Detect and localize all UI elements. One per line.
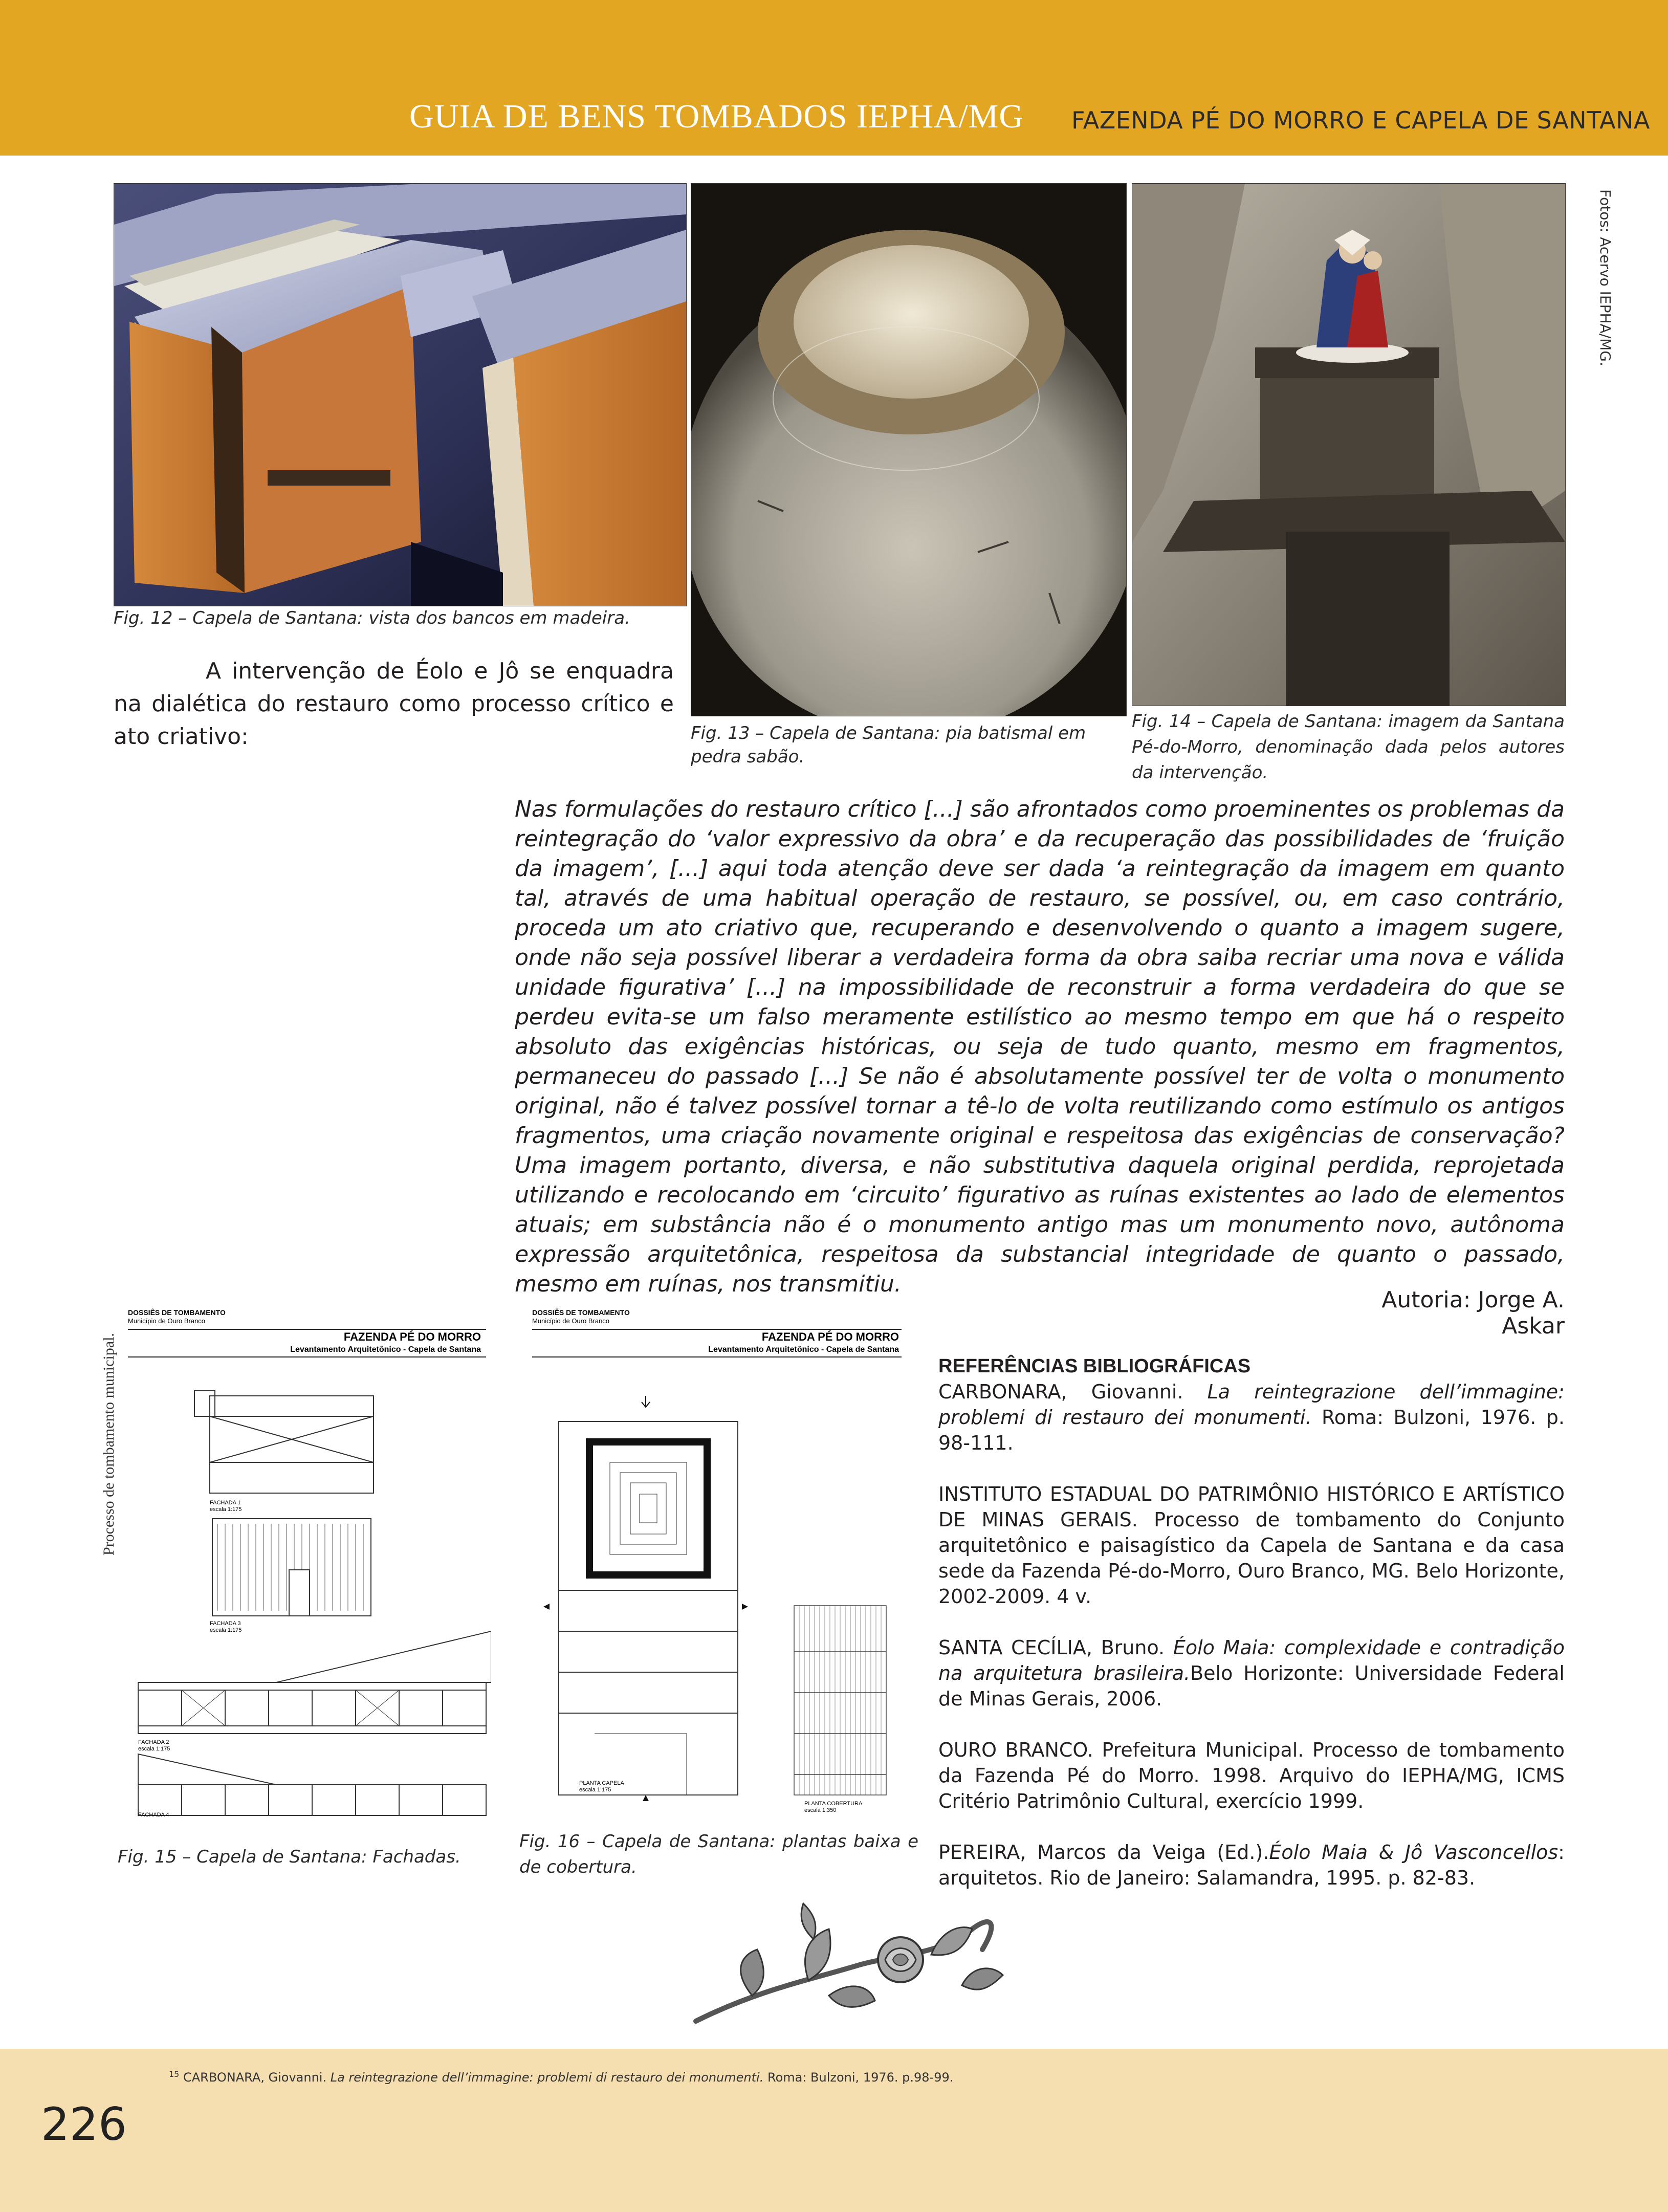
- planta-capela-scale: escala 1:175: [579, 1787, 611, 1793]
- fig15-caption: Fig. 15 – Capela de Santana: Fachadas.: [118, 1847, 461, 1867]
- footnote: $^{15}$ CARBONARA, Giovanni. La reintegrazione dell’immagine: problemi di restauro dei monumenti. Roma: Bulzoni, 1976. p.98-99.: [169, 2069, 954, 2085]
- section-marker-bottom-icon: [643, 1795, 649, 1801]
- fachada-2-scale: escala 1:175: [138, 1746, 170, 1752]
- planta-capela-label: PLANTA CAPELA: [579, 1780, 624, 1786]
- block-quote: Nas formulações do restauro crítico [...] são afrontados como proeminentes os problemas da reintegração do ‘valor expressivo da obra’ e da recuperação das possibilidades de ‘fruição da imagem’, [...] aqui toda atenção deve ser dada ‘a reintegração da imagem em quanto tal, através de uma habitual operação de restauro, se possível, ou, em caso contrário, proceda um ato criativo que, recuperando e desenvolvendo o quanto a imagem sugere, onde não seja possível liberar a verdadeira forma da obra saiba recriar uma nova e válida unidade figurativa’ [...] na impossibilidade de reconstruir a forma verdadeira do que se perdeu evita-se um falso meramente estilístico ao mesmo tempo em que há o respeito absoluto das exigências históricas, ou seja de tudo quanto, mesmo em fragmentos, permaneceu do passado [...] Se não é absolutamente possível ter de volta o monumento original, não é talvez possível tornar a tê-lo de volta reutilizando como estímulo os antigos fragmentos, uma criação novamente original e respeitosa das exigências de conservação? Uma imagem portanto, diversa, e não substitutiva daquela original perdida, reprojetada utilizando e recolocando em ‘circuito’ figurativo as ruínas existentes ao lado de elementos atuais; em substância não é o monumento antigo mas um monumento novo, autônoma expressão arquitetônica, respeitosa da substancial integridade de quanto o passado, mesmo em ruínas, nos transmitiu.: [515, 796, 1565, 1297]
- fig13-caption: Fig. 13 – Capela de Santana: pia batismal em pedra sabão.: [691, 723, 1086, 767]
- dossie-top-label-2: DOSSIÊS DE TOMBAMENTO: [532, 1308, 630, 1317]
- dossie-survey: Levantamento Arquitetônico - Capela de Santana: [290, 1345, 481, 1354]
- intro-paragraph: A intervenção de Éolo e Jô se enquadra na dialética do restauro como processo crítico e ato criativo:: [114, 658, 674, 750]
- side-note: [95, 1310, 121, 1556]
- fachada-2-elevation: [138, 1631, 491, 1734]
- planta-cobertura-plan: [794, 1606, 886, 1795]
- photo-credit-text: Fotos: Acervo IEPHA/MG.: [1597, 189, 1614, 366]
- section-marker-left-icon: [543, 1604, 550, 1610]
- header-title: GUIA DE BENS TOMBADOS IEPHA/MG: [409, 98, 1024, 135]
- reference-item: INSTITUTO ESTADUAL DO PATRIMÔNIO HISTÓRICO E ARTÍSTICO DE MINAS GERAIS. Processo de tombamento do Conjunto arquitetônico e paisagístico da Capela de Santana e da casa sede da Fazenda Pé-do-Morro, Ouro Branco, MG. Belo Horizonte, 2002-2009. 4 v.: [938, 1483, 1565, 1608]
- fachada-1-elevation: [194, 1391, 374, 1493]
- dossie-top-label: DOSSIÊS DE TOMBAMENTO: [128, 1308, 226, 1317]
- fig16-caption: Fig. 16 – Capela de Santana: plantas baixa e de cobertura.: [519, 1831, 918, 1877]
- fachada-2-label: FACHADA 2: [138, 1739, 169, 1745]
- photo-credit: [1591, 189, 1622, 384]
- fachada-4-elevation: [138, 1754, 486, 1815]
- fig12-benches-photo: [114, 183, 687, 606]
- dossie-municipality: Município de Ouro Branco: [128, 1317, 206, 1325]
- reference-item: OURO BRANCO. Prefeitura Municipal. Processo de tombamento da Fazenda Pé do Morro. 1998. Arquivo do IEPHA/MG, ICMS Critério Patrimônio Cultural, exercício 1999.: [938, 1739, 1565, 1812]
- fig15-facades-drawing: [123, 1304, 491, 1821]
- planta-cobertura-label: PLANTA COBERTURA: [804, 1801, 863, 1807]
- side-note-text: Processo de tombamento municipal.: [100, 1333, 117, 1556]
- dossie-survey-2: Levantamento Arquitetônico - Capela de Santana: [708, 1345, 899, 1354]
- fig12-caption: Fig. 12 – Capela de Santana: vista dos bancos em madeira.: [114, 608, 630, 628]
- north-arrow-icon: [642, 1396, 650, 1407]
- fig14-caption: Fig. 14 – Capela de Santana: imagem da Santana Pé-do-Morro, denominação dada pelos autores da intervenção.: [1132, 711, 1565, 783]
- fachada-3-elevation: [212, 1519, 371, 1616]
- fachada-3-scale: escala 1:175: [210, 1627, 242, 1633]
- fig14-santana-statue-photo: [1132, 183, 1566, 706]
- references-heading: REFERÊNCIAS BIBLIOGRÁFICAS: [938, 1355, 1251, 1377]
- dossie-municipality-2: Município de Ouro Branco: [532, 1317, 610, 1325]
- dossie-farm-name-2: FAZENDA PÉ DO MORRO: [761, 1330, 899, 1343]
- reference-item: SANTA CECÍLIA, Bruno. Éolo Maia: complexidade e contradição na arquitetura brasileira.Belo Horizonte: Universidade Federal de Minas Gerais, 2006.: [938, 1636, 1565, 1710]
- reference-item: PEREIRA, Marcos da Veiga (Ed.).Éolo Maia & Jô Vasconcellos: arquitetos. Rio de Janeiro: Salamandra, 1995. p. 82-83.: [938, 1841, 1565, 1889]
- fachada-3-label: FACHADA 3: [210, 1620, 241, 1627]
- fig16-floor-plans-drawing: [523, 1304, 912, 1821]
- planta-cobertura-scale: escala 1:350: [804, 1807, 837, 1813]
- section-marker-right-icon: [742, 1604, 748, 1610]
- fig13-baptismal-font-photo: [691, 183, 1127, 716]
- fachada-1-label: FACHADA 1: [210, 1500, 241, 1506]
- rose-ornament-icon: [675, 1893, 1023, 2031]
- authorship: Autoria: Jorge A. Askar: [1381, 1287, 1565, 1339]
- fachada-1-scale: escala 1:175: [210, 1506, 242, 1513]
- page-number: 226: [41, 2098, 127, 2151]
- dossie-farm-name: FAZENDA PÉ DO MORRO: [343, 1330, 481, 1343]
- header-subtitle: FAZENDA PÉ DO MORRO E CAPELA DE SANTANA: [1071, 106, 1650, 134]
- footnote-marker: 15: [169, 2069, 180, 2079]
- planta-capela-plan: [559, 1421, 738, 1795]
- fachada-4-label: FACHADA 4: [138, 1812, 169, 1818]
- references-section: [938, 1353, 1565, 1916]
- reference-item: CARBONARA, Giovanni. La reintegrazione dell’immagine: problemi di restauro dei monumenti. Roma: Bulzoni, 1976. p. 98-111.: [938, 1381, 1565, 1454]
